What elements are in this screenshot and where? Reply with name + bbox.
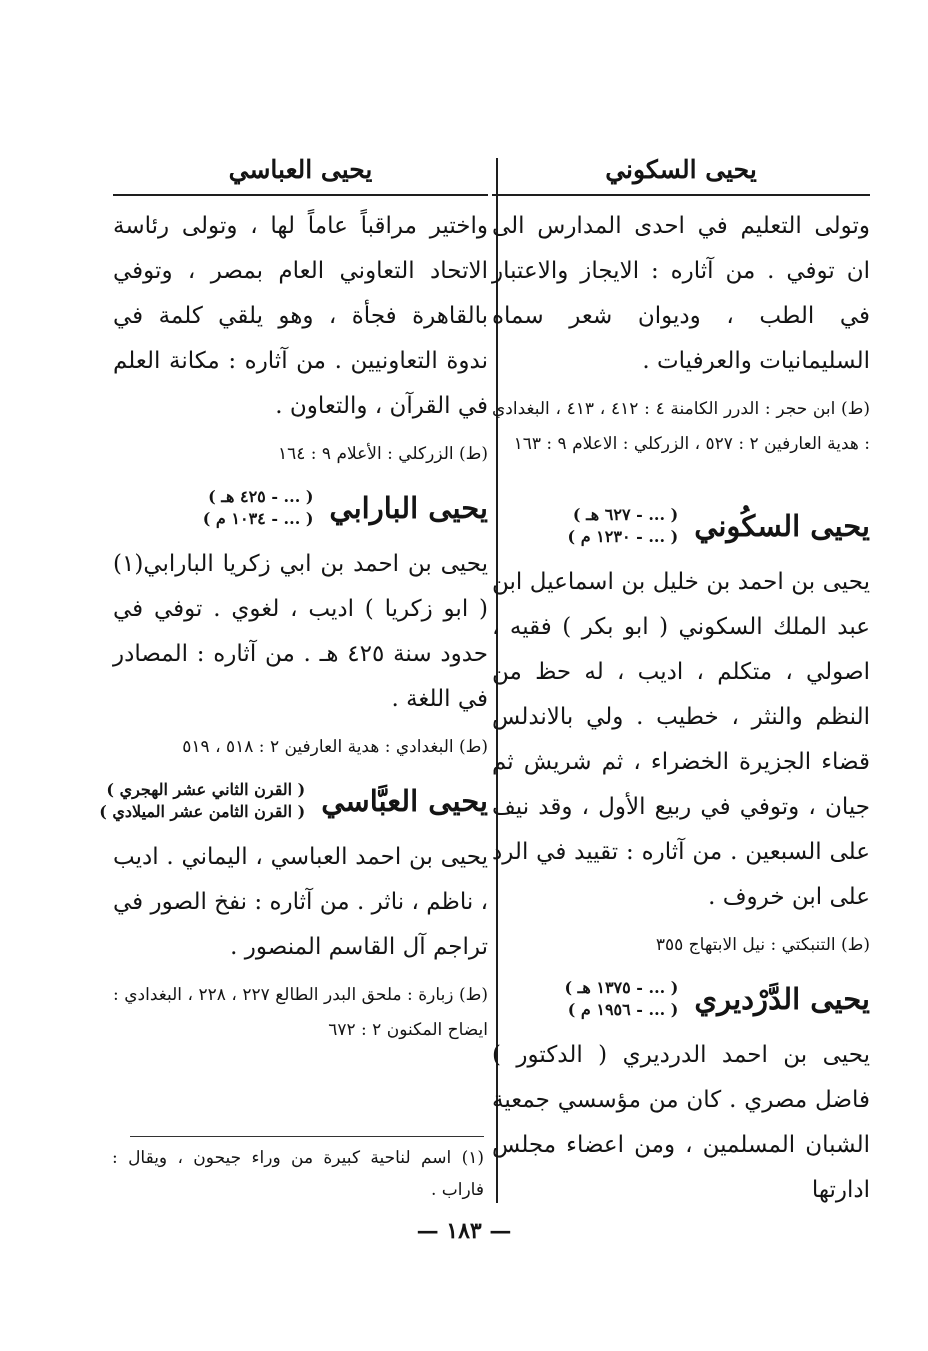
footnote-divider — [130, 1136, 484, 1137]
entry-name: يحيى العبَّاسي — [321, 784, 488, 818]
entry-heading — [99, 779, 488, 823]
continuation-reference: (ط) الزركلي : الأعلام ٩ : ١٦٤ — [277, 444, 488, 464]
entry-heading — [492, 504, 870, 548]
entry-reference: (ط) التنبكتي : نيل الابتهاج ٣٥٥ — [655, 935, 870, 955]
entry-heading — [113, 486, 488, 530]
left-column — [99, 148, 489, 1048]
page-number: — ١٨٣ — — [416, 1218, 512, 1244]
entry-name: يحيى السكُوني — [694, 509, 870, 543]
entry-body: يحيى بن احمد العباسي ، اليماني . اديب ، ناظم ، ناثر . من آثاره : نفخ الصور في تراجم آل القاسم المنصور . — [113, 844, 488, 960]
entry-body: يحيى بن احمد الدرديري ( الدكتور ) فاضل مصري . كان من مؤسسي جمعية الشبان المسلمين ، ومن اعضاء مجلس ادارتها — [492, 1042, 870, 1203]
entry-body: يحيى بن احمد بن خليل بن اسماعيل ابن عبد الملك السكوني ( ابو بكر ) فقيه ، اصولي ، متكلم ، اديب ، له حظ من النظم والنثر ، خطيب . ولي بالاندلس قضاء الجزيرة الخضراء ، ثم شريش ثم جيان ، وتوفي في ربيع الأول ، وقد نيف على السبعين . من آثاره : تقييد في الرد على ابن خروف . — [492, 569, 870, 910]
date-ad: ( ... - ١٠٣٤ م ) — [202, 509, 314, 528]
entry-dates — [99, 779, 305, 823]
running-head-right: يحيى السكوني — [492, 148, 870, 196]
date-hijri: ( القرن الثاني عشر الهجري ) — [106, 780, 306, 799]
right-column — [492, 148, 870, 1213]
entry-dates — [203, 486, 314, 530]
continuation-reference: (ط) ابن حجر : الدرر الكامنة ٤ : ٤١٢ ، ٤١٣ ، البغدادي : هدية العارفين ٢ : ٥٢٧ ، الزركلي : الاعلام ٩ : ١٦٣ — [492, 399, 870, 454]
entry-name: يحيى الدَّرْديري — [694, 982, 870, 1016]
continuation-text: واختير مراقباً عاماً لها ، وتولى رئاسة الاتحاد التعاوني العام بمصر ، وتوفي بالقاهرة فجأة ، وهو يلقي كلمة في ندوة التعاونيين . من آثاره : مكانة العلم في القرآن ، والتعاون . — [113, 213, 488, 419]
date-hijri: ( ... - ٦٢٧ هـ ) — [572, 505, 679, 524]
date-ad: ( القرن الثامن عشر الميلادي ) — [99, 802, 306, 821]
entry-reference: (ط) زبارة : ملحق البدر الطالع ٢٢٧ ، ٢٢٨ ، البغدادي : ايضاح المكنون ٢ : ٦٧٢ — [113, 985, 488, 1040]
entry-heading — [492, 977, 870, 1021]
date-ad: ( ... - ١٩٥٦ م ) — [567, 1000, 679, 1019]
entry-body: يحيى بن احمد بن ابي زكريا البارابي(١) ( ابو زكريا ) اديب ، لغوي . توفي في حدود سنة ٤٢٥ هـ . من آثاره : المصادر في اللغة . — [113, 551, 489, 712]
date-hijri: ( ... - ٤٢٥ هـ ) — [208, 487, 314, 506]
entry-reference: (ط) البغدادي : هدية العارفين ٢ : ٥١٨ ، ٥١٩ — [182, 737, 488, 757]
entry-name: يحيى البارابي — [329, 491, 488, 525]
footnote: (١) اسم لناحية كبيرة من وراء جيحون ، ويقال : فاراب . — [112, 1148, 484, 1200]
continuation-text: وتولى التعليم في احدى المدارس الى ان توفي . من آثاره : الايجاز والاعتبار في الطب ، وديوان شعر سماه السليمانيات والعرفيات . — [492, 213, 870, 374]
running-head-left: يحيى العباسي — [113, 148, 488, 196]
date-hijri: ( ... - ١٣٧٥ هـ ) — [564, 978, 679, 997]
entry-dates — [568, 504, 679, 548]
entry-dates — [565, 977, 679, 1021]
date-ad: ( ... - ١٢٣٠ م ) — [567, 527, 679, 546]
